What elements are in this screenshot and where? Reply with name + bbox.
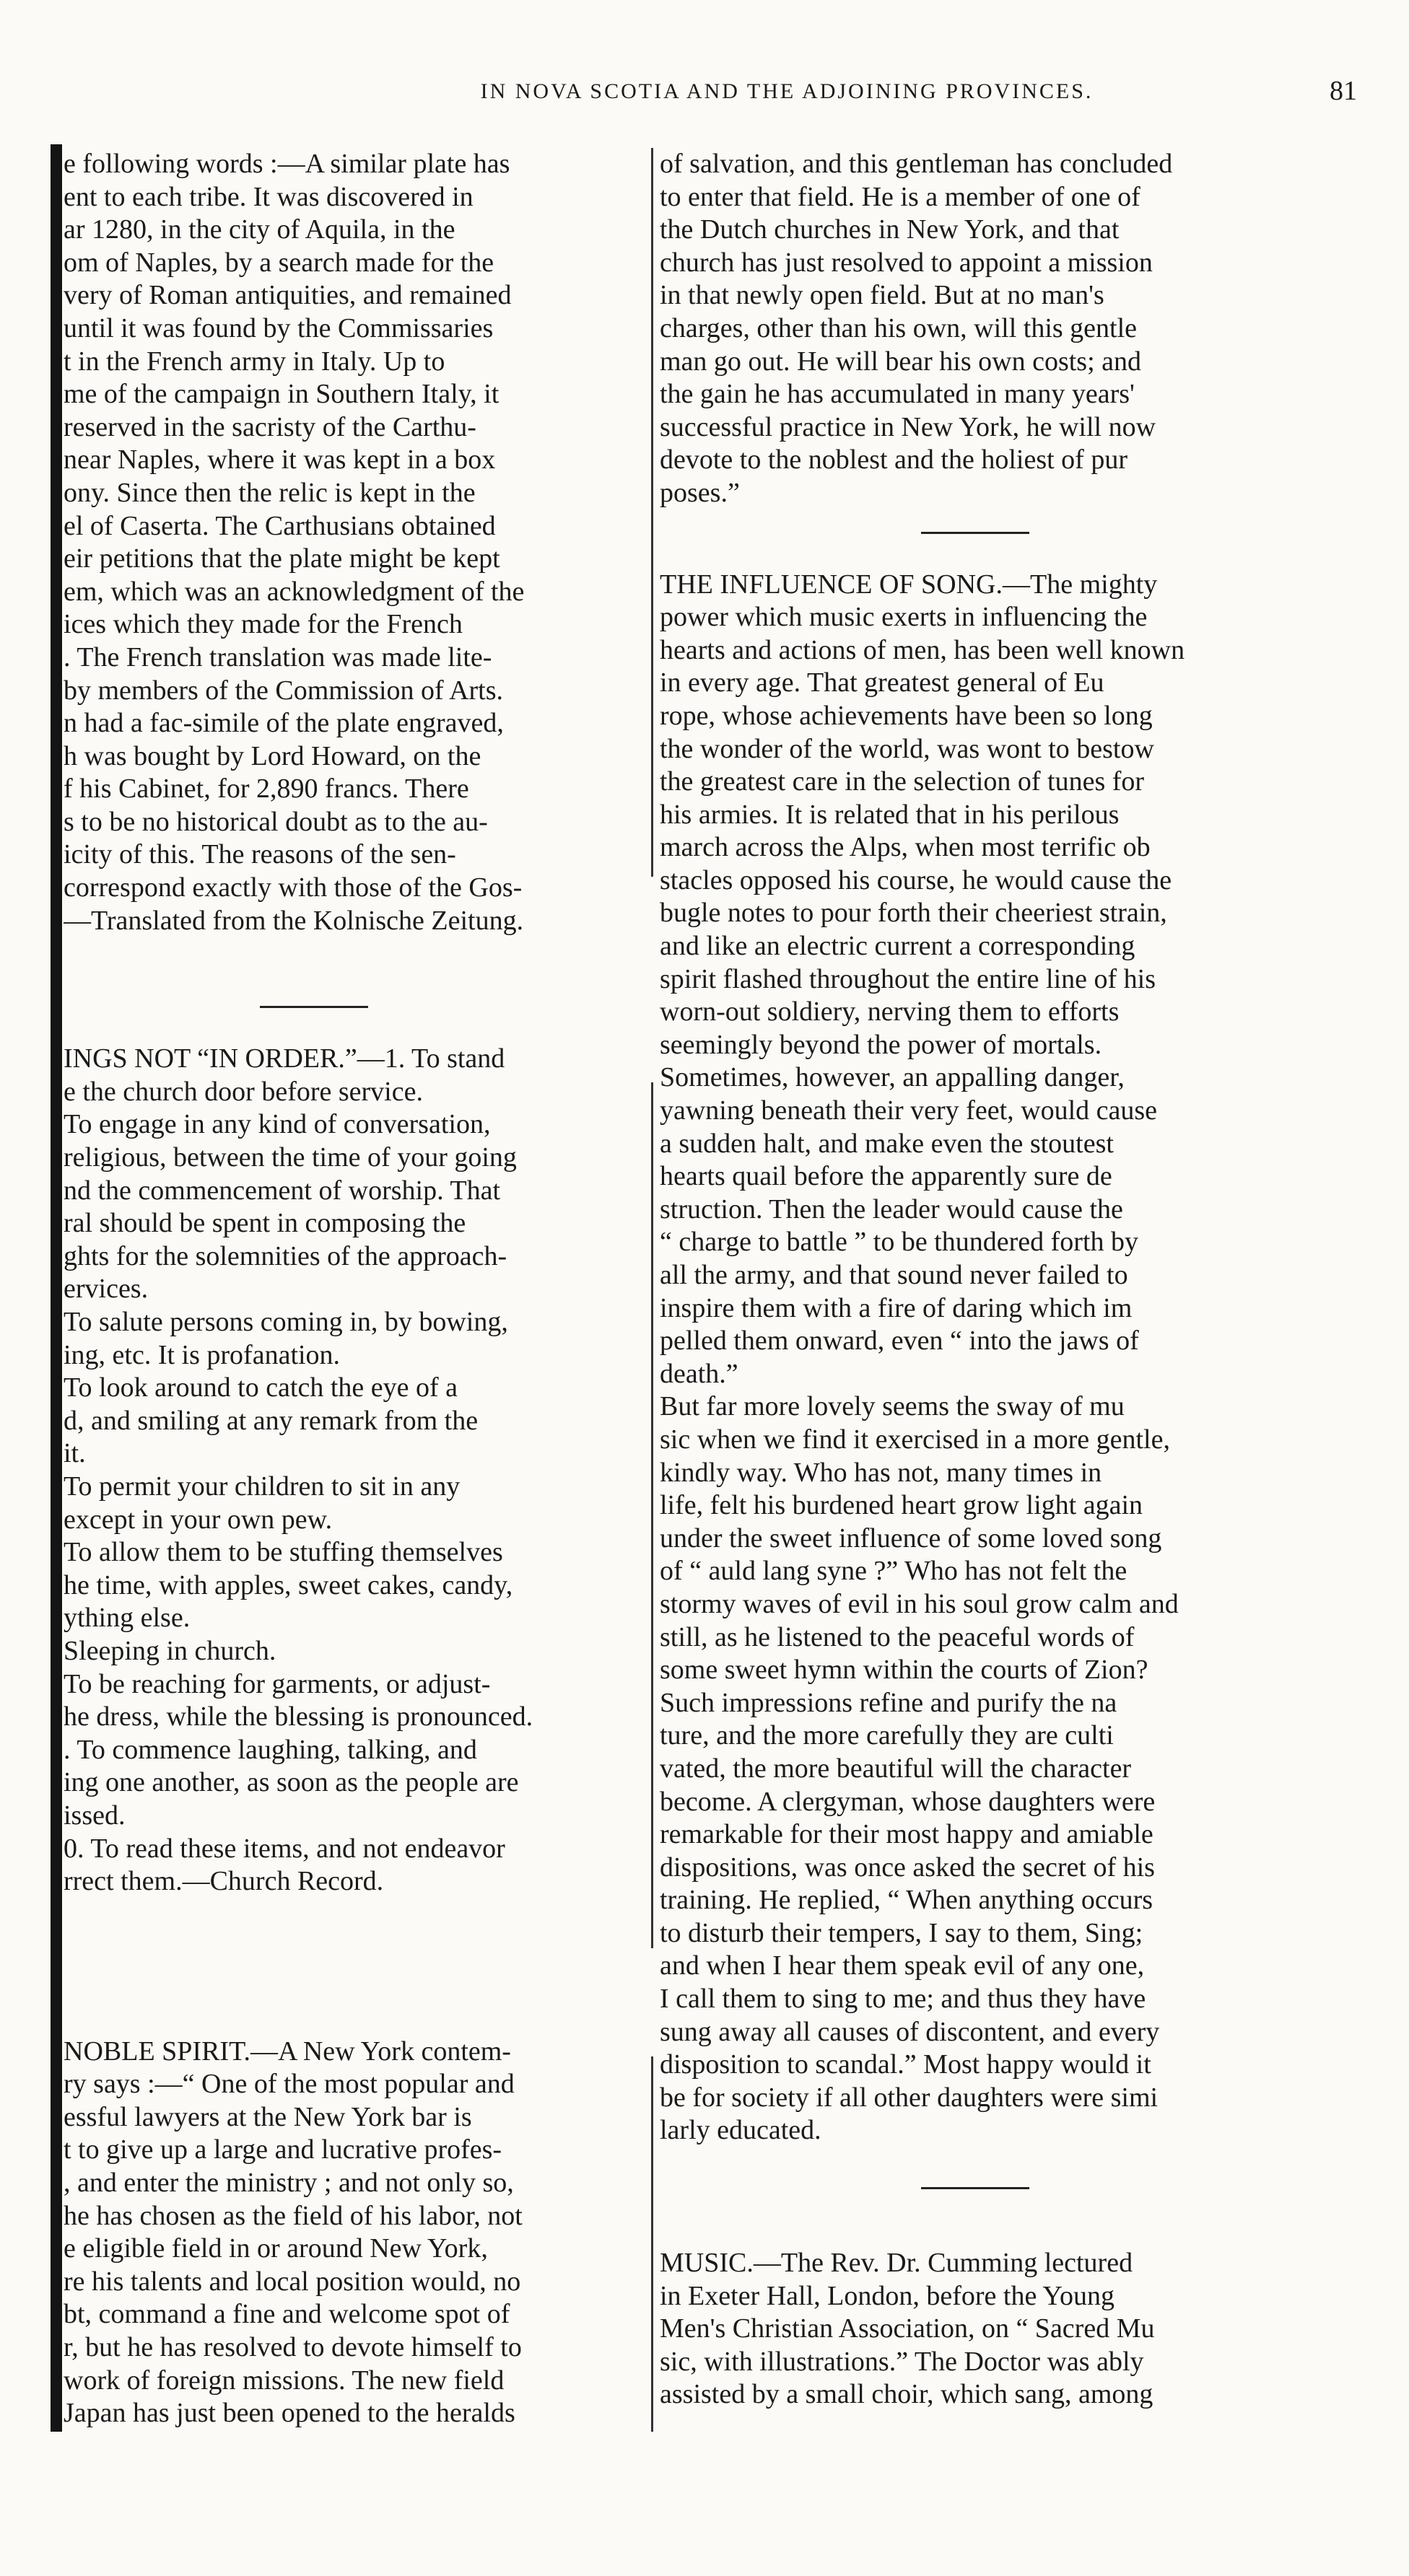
text-line: rope, whose achievements have been so long: [660, 700, 1153, 731]
text-line: To be reaching for garments, or adjust-: [64, 1668, 491, 1699]
text-line: rrect them.—Church Record.: [64, 1866, 384, 1897]
text-line: To permit your children to sit in any: [64, 1471, 461, 1502]
salvation-continuation: [660, 148, 1244, 510]
text-line: remarkable for their most happy and amiable: [660, 1819, 1153, 1850]
text-line: he time, with apples, sweet cakes, candy,: [64, 1569, 513, 1600]
text-line: But far more lovely seems the sway of mu: [660, 1391, 1125, 1422]
text-line: sung away all causes of discontent, and every: [660, 2016, 1160, 2047]
text-line: religious, between the time of your going: [64, 1142, 517, 1173]
text-line: the greatest care in the selection of tunes for: [660, 766, 1145, 797]
text-line: nd the commencement of worship. That: [64, 1175, 501, 1206]
text-line: it.: [64, 1438, 86, 1469]
text-line: poses.”: [660, 477, 740, 508]
text-line: death.”: [660, 1358, 738, 1389]
text-line: stormy waves of evil in his soul grow calm and: [660, 1588, 1179, 1619]
text-line: sic when we find it exercised in a more gentle,: [660, 1424, 1170, 1455]
text-line: disposition to scandal.” Most happy would it: [660, 2049, 1151, 2080]
text-line: Sleeping in church.: [64, 1635, 276, 1666]
text-line: bt, command a fine and welcome spot of: [64, 2299, 510, 2330]
text-line: man go out. He will bear his own costs; and: [660, 346, 1142, 377]
text-line: bugle notes to pour forth their cheeriest strain,: [660, 898, 1167, 929]
text-line: of “ auld lang syne ?” Who has not felt the: [660, 1556, 1127, 1587]
text-line: become. A clergyman, whose daughters were: [660, 1786, 1156, 1817]
text-line: 0. To read these items, and not endeavor: [64, 1833, 505, 1864]
column-rule: [651, 2056, 653, 2432]
text-line: , and enter the ministry ; and not only so,: [64, 2168, 514, 2199]
left-column: [64, 148, 648, 2430]
text-line: in every age. That greatest general of Eu: [660, 667, 1104, 698]
text-line: me of the campaign in Southern Italy, it: [64, 379, 500, 410]
text-line: his armies. It is related that in his perilous: [660, 799, 1120, 830]
text-line: . To commence laughing, talking, and: [64, 1734, 477, 1765]
text-line: reserved in the sacristy of the Carthu-: [64, 411, 476, 442]
running-head: IN NOVA SCOTIA AND THE ADJOINING PROVINCES.: [480, 79, 1094, 103]
text-line: vated, the more beautiful will the character: [660, 1753, 1132, 1784]
text-line: essful lawyers at the New York bar is: [64, 2101, 472, 2132]
text-line: f his Cabinet, for 2,890 francs. There: [64, 774, 469, 805]
text-line: —Translated from the Kolnische Zeitung.: [64, 905, 524, 936]
text-line: be for society if all other daughters were simi: [660, 2082, 1159, 2113]
text-line: ry says :—“ One of the most popular and: [64, 2069, 515, 2100]
text-line: worn-out soldiery, nerving them to efforts: [660, 996, 1120, 1028]
text-line: To engage in any kind of conversation,: [64, 1109, 491, 1140]
text-line: ices which they made for the French: [64, 609, 463, 640]
text-line: near Naples, where it was kept in a box: [64, 444, 496, 476]
text-line: kindly way. Who has not, many times in: [660, 1457, 1102, 1488]
text-line: correspond exactly with those of the Gos-: [64, 872, 523, 903]
things-not-in-order-article: [64, 1043, 648, 1898]
text-line: devote to the noblest and the holiest of pur: [660, 444, 1127, 476]
text-line: seemingly beyond the power of mortals.: [660, 1029, 1102, 1060]
text-line: h was bought by Lord Howard, on the: [64, 740, 481, 771]
text-line: hearts and actions of men, has been well known: [660, 634, 1185, 665]
column-rule: [651, 148, 653, 877]
text-line: stacles opposed his course, he would cause the: [660, 864, 1172, 895]
text-line: INGS NOT “IN ORDER.”—1. To stand: [64, 1043, 505, 1074]
text-line: all the army, and that sound never failed to: [660, 1260, 1128, 1290]
text-line: spirit flashed throughout the entire line of his: [660, 963, 1156, 994]
text-line: to enter that field. He is a member of one of: [660, 181, 1140, 212]
text-line: under the sweet influence of some loved song: [660, 1523, 1162, 1554]
text-line: he dress, while the blessing is pronounced.: [64, 1701, 533, 1732]
text-line: Such impressions refine and purify the na: [660, 1687, 1117, 1718]
text-line: THE INFLUENCE OF SONG.—The mighty: [660, 569, 1158, 600]
text-line: e eligible field in or around New York,: [64, 2233, 488, 2264]
text-line: sic, with illustrations.” The Doctor was ably: [660, 2346, 1144, 2377]
text-line: ar 1280, in the city of Aquila, in the: [64, 214, 455, 245]
section-divider: [260, 1006, 368, 1008]
text-line: march across the Alps, when most terrific ob: [660, 832, 1151, 863]
text-line: ture, and the more carefully they are culti: [660, 1720, 1114, 1751]
text-line: and when I hear them speak evil of any one,: [660, 1950, 1145, 1981]
text-line: by members of the Commission of Arts.: [64, 675, 504, 706]
text-line: in Exeter Hall, London, before the Young: [660, 2280, 1115, 2311]
text-line: Men's Christian Association, on “ Sacred Mu: [660, 2313, 1155, 2344]
relic-article: [64, 148, 648, 937]
text-line: dispositions, was once asked the secret of his: [660, 1852, 1155, 1883]
text-line: n had a fac-simile of the plate engraved,: [64, 708, 504, 739]
text-line: church has just resolved to appoint a mission: [660, 247, 1153, 278]
noble-spirit-article: [64, 2036, 648, 2430]
text-line: training. He replied, “ When anything occurs: [660, 1885, 1153, 1916]
text-line: successful practice in New York, he will now: [660, 411, 1156, 442]
text-line: ing one another, as soon as the people are: [64, 1767, 519, 1798]
text-line: To salute persons coming in, by bowing,: [64, 1307, 508, 1337]
text-line: a sudden halt, and make even the stoutest: [660, 1128, 1114, 1159]
music-article: [660, 2247, 1244, 2411]
text-line: r, but he has resolved to devote himself to: [64, 2332, 522, 2363]
text-line: Sometimes, however, an appalling danger,: [660, 1062, 1125, 1093]
text-line: charges, other than his own, will this gentle: [660, 312, 1138, 343]
text-line: NOBLE SPIRIT.—A New York contem-: [64, 2036, 511, 2067]
section-divider: [921, 532, 1029, 534]
text-line: “ charge to battle ” to be thundered forth by: [660, 1227, 1138, 1258]
text-line: om of Naples, by a search made for the: [64, 247, 494, 278]
text-line: the gain he has accumulated in many years': [660, 379, 1135, 410]
text-line: life, felt his burdened heart grow light again: [660, 1490, 1143, 1521]
text-line: issed.: [64, 1800, 126, 1831]
page-number: 81: [1330, 76, 1357, 106]
text-line: to disturb their tempers, I say to them, Sing;: [660, 1917, 1143, 1948]
text-line: el of Caserta. The Carthusians obtained: [64, 510, 496, 541]
text-line: struction. Then the leader would cause the: [660, 1193, 1123, 1225]
binding-edge: [51, 144, 62, 2432]
right-column: [660, 148, 1244, 2411]
text-line: d, and smiling at any remark from the: [64, 1405, 479, 1436]
text-line: e following words :—A similar plate has: [64, 149, 510, 179]
text-line: e the church door before service.: [64, 1076, 423, 1107]
text-line: To allow them to be stuffing themselves: [64, 1537, 503, 1568]
text-line: still, as he listened to the peaceful words of: [660, 1621, 1135, 1652]
text-line: some sweet hymn within the courts of Zion?: [660, 1655, 1148, 1686]
text-line: of salvation, and this gentleman has concluded: [660, 149, 1173, 179]
text-line: hearts quail before the apparently sure de: [660, 1161, 1112, 1192]
text-line: ing, etc. It is profanation.: [64, 1339, 341, 1370]
section-divider: [921, 2187, 1029, 2189]
text-line: yawning beneath their very feet, would cause: [660, 1095, 1158, 1126]
text-line: until it was found by the Commissaries: [64, 312, 494, 343]
text-line: work of foreign missions. The new field: [64, 2365, 505, 2396]
text-line: larly educated.: [660, 2115, 821, 2146]
text-line: ral should be spent in composing the: [64, 1208, 466, 1239]
text-line: assisted by a small choir, which sang, among: [660, 2379, 1153, 2410]
text-line: in that newly open field. But at no man's: [660, 280, 1104, 311]
text-line: ent to each tribe. It was discovered in: [64, 181, 474, 212]
text-line: ervices.: [64, 1274, 149, 1305]
text-line: I call them to sing to me; and thus they have: [660, 1984, 1146, 2015]
text-line: pelled them onward, even “ into the jaws of: [660, 1326, 1139, 1357]
text-line: he has chosen as the field of his labor, not: [64, 2200, 523, 2231]
text-line: eir petitions that the plate might be kept: [64, 543, 500, 574]
text-line: To look around to catch the eye of a: [64, 1372, 458, 1403]
text-line: very of Roman antiquities, and remained: [64, 280, 512, 311]
influence-of-song-article: [660, 569, 1244, 2148]
text-line: t in the French army in Italy. Up to: [64, 346, 445, 377]
text-line: s to be no historical doubt as to the au-: [64, 806, 488, 837]
text-line: ony. Since then the relic is kept in the: [64, 477, 476, 508]
text-line: em, which was an acknowledgment of the: [64, 576, 525, 607]
text-line: power which music exerts in influencing the: [660, 602, 1148, 633]
text-line: ything else.: [64, 1603, 191, 1634]
text-line: the Dutch churches in New York, and that: [660, 214, 1120, 245]
text-line: the wonder of the world, was wont to bestow: [660, 733, 1154, 764]
text-line: . The French translation was made lite-: [64, 641, 492, 673]
text-line: t to give up a large and lucrative profes-: [64, 2134, 502, 2165]
text-line: ghts for the solemnities of the approach-: [64, 1240, 507, 1271]
text-line: Japan has just been opened to the heralds: [64, 2398, 515, 2429]
text-line: and like an electric current a corresponding: [660, 931, 1135, 962]
text-line: MUSIC.—The Rev. Dr. Cumming lectured: [660, 2248, 1133, 2279]
text-line: re his talents and local position would, no: [64, 2266, 521, 2297]
column-rule: [651, 1082, 653, 1948]
text-line: except in your own pew.: [64, 1504, 333, 1535]
text-line: icity of this. The reasons of the sen-: [64, 839, 456, 870]
text-line: inspire them with a fire of daring which im: [660, 1292, 1133, 1323]
